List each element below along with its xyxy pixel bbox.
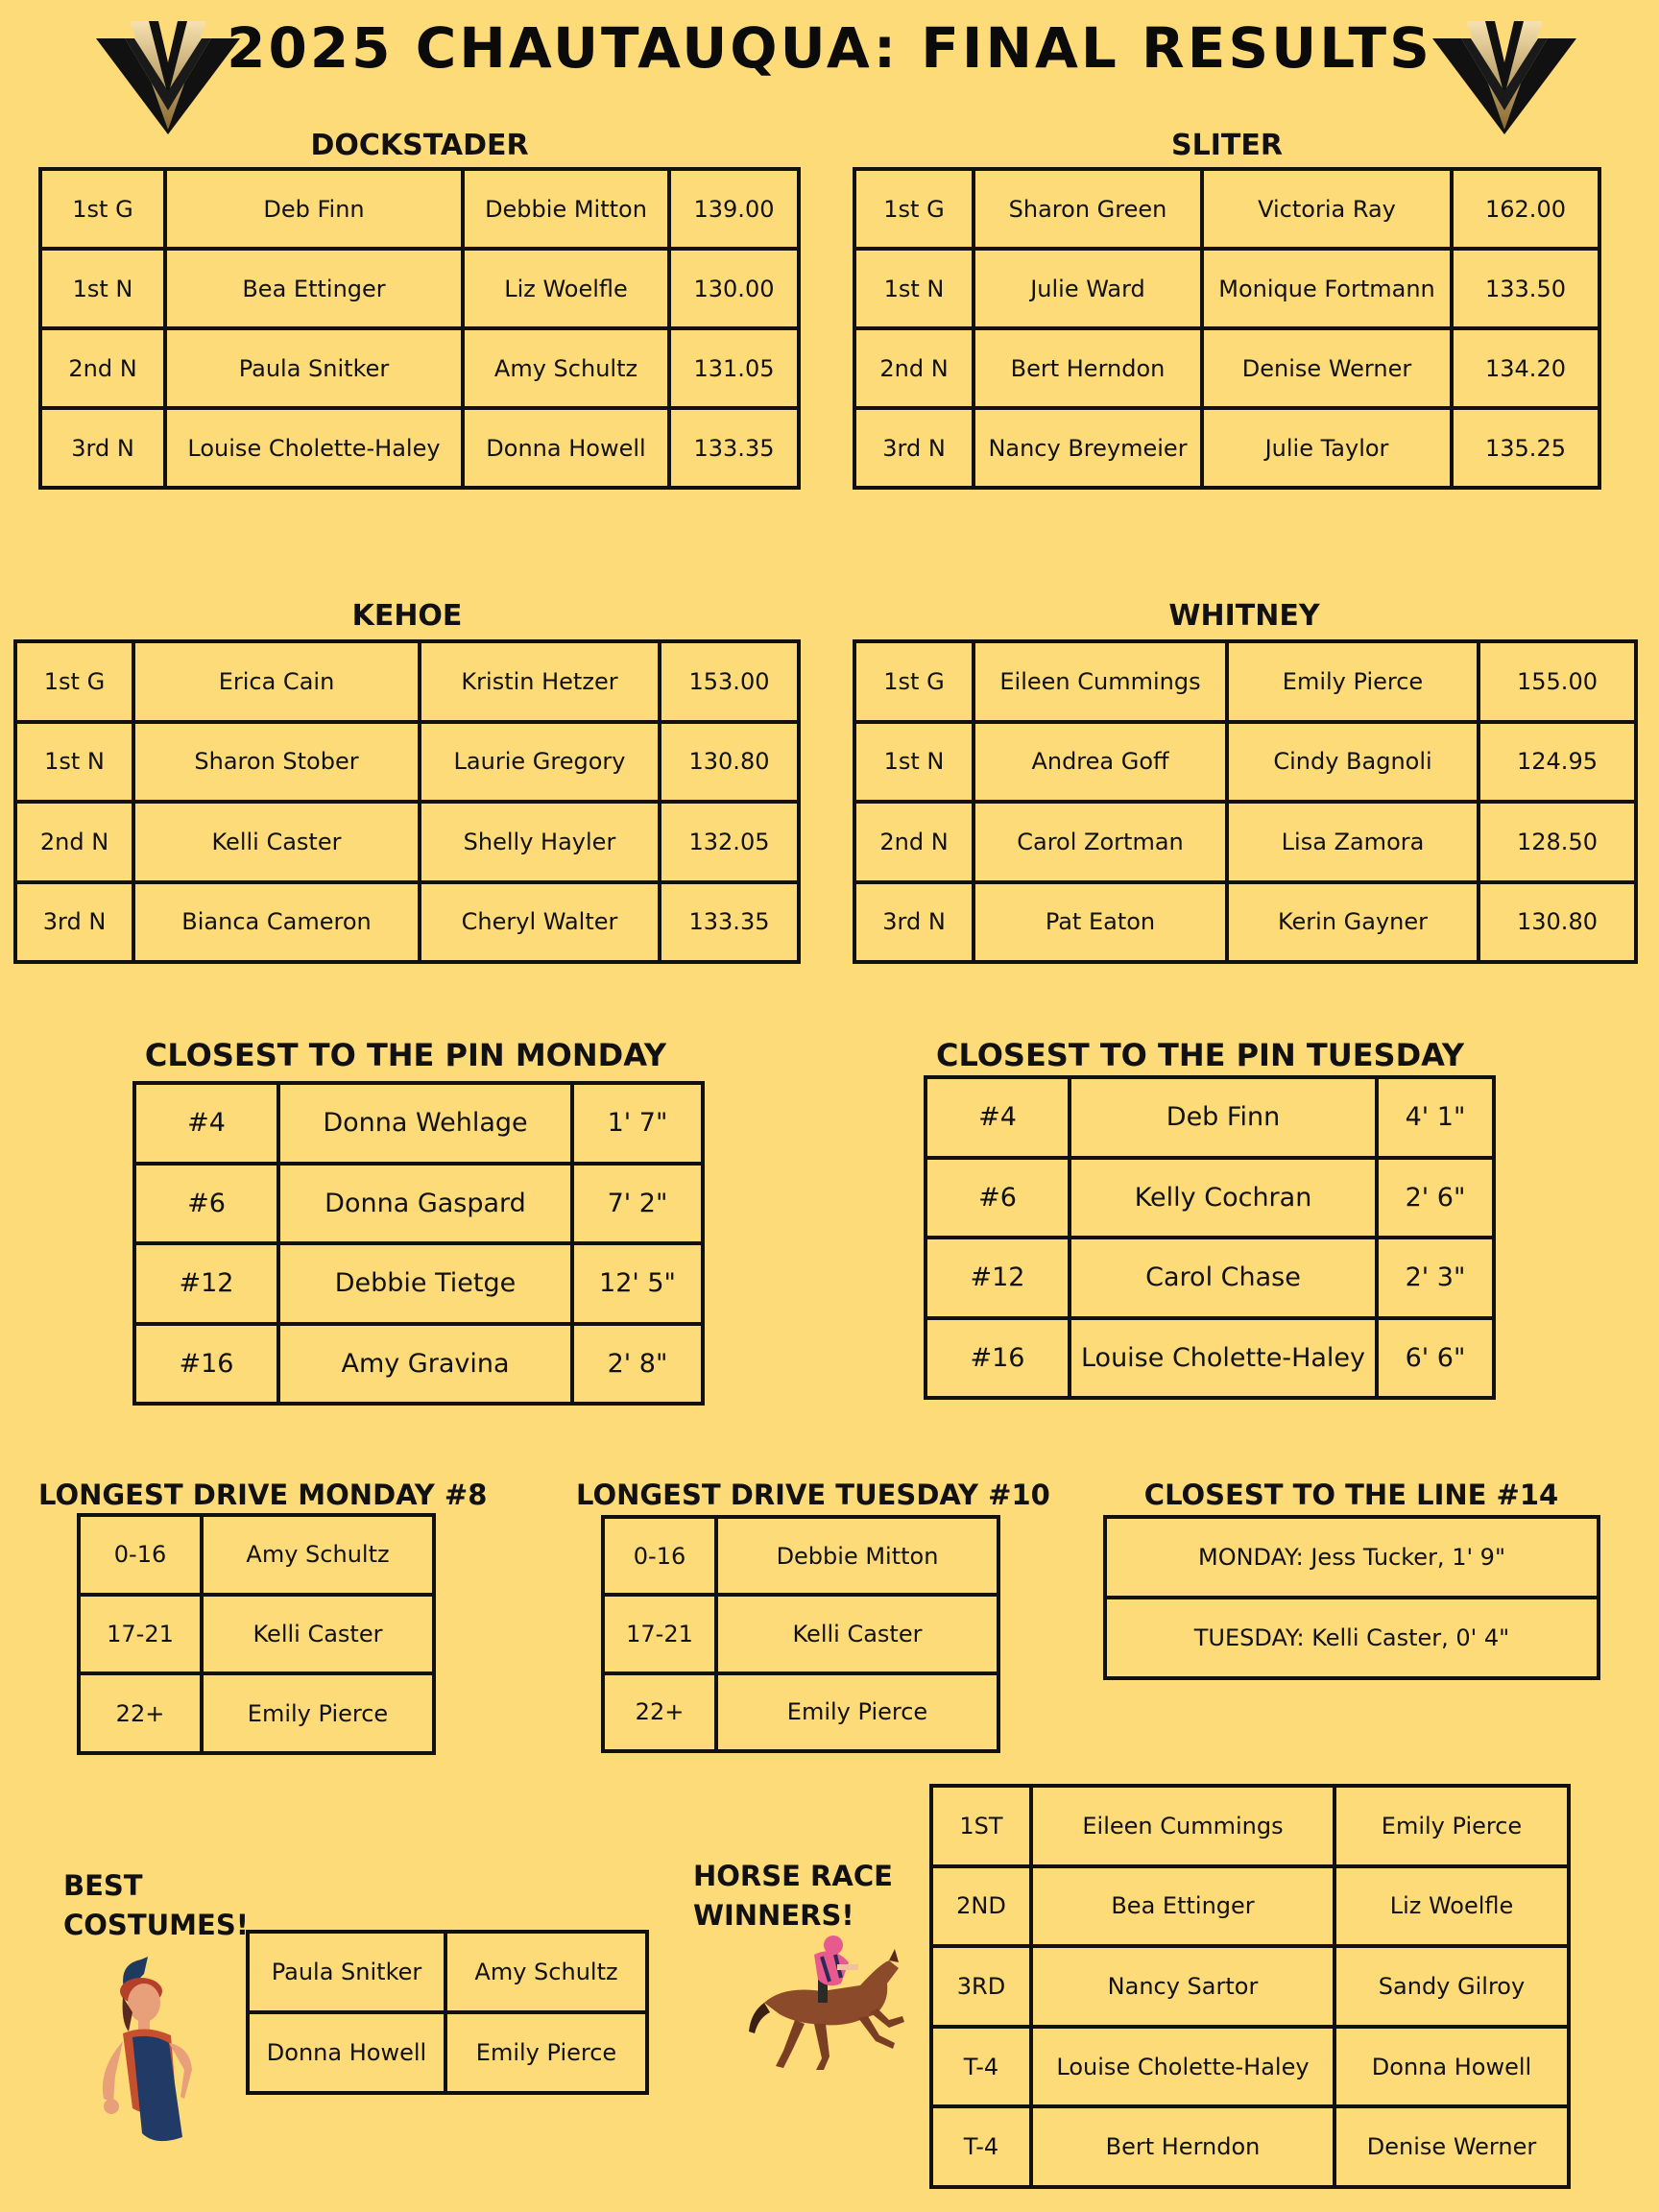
table-row	[15, 641, 799, 722]
table-row	[931, 1946, 1569, 2027]
kehoe-table	[13, 639, 801, 964]
score-cell: 162.00	[1452, 169, 1599, 249]
ctl-title: CLOSEST TO THE LINE #14	[1143, 1479, 1559, 1511]
place-cell: 3rd N	[854, 882, 974, 963]
table-row	[1105, 1598, 1599, 1678]
player-cell: Emily Pierce	[716, 1673, 998, 1751]
age-range-cell: 22+	[79, 1673, 202, 1753]
player-cell: Pat Eaton	[974, 882, 1227, 963]
player-cell: Bea Ettinger	[1031, 1866, 1334, 1947]
racehorse-jockey-icon	[745, 1936, 910, 2072]
score-cell: 155.00	[1479, 641, 1636, 722]
player-cell: Donna Gaspard	[278, 1164, 572, 1244]
score-cell: 133.35	[669, 408, 799, 488]
ctl-tuesday-cell: TUESDAY: Kelli Caster, 0' 4"	[1105, 1598, 1599, 1678]
table-row	[854, 722, 1636, 803]
distance-cell: 6' 6"	[1377, 1318, 1494, 1399]
place-cell: 1st N	[854, 249, 974, 328]
player-cell: Louise Cholette-Haley	[1070, 1318, 1377, 1399]
dockstader-title: DOCKSTADER	[310, 129, 529, 162]
ctp-monday-table	[132, 1081, 705, 1406]
player-cell: Liz Woelfle	[463, 249, 669, 328]
place-cell: T-4	[931, 2106, 1031, 2187]
table-row	[79, 1673, 434, 1753]
player-cell: Denise Werner	[1334, 2106, 1569, 2187]
sliter-title: SLITER	[1171, 129, 1283, 162]
distance-cell: 1' 7"	[572, 1083, 703, 1164]
table-row	[854, 802, 1636, 882]
place-cell: 2nd N	[854, 802, 974, 882]
place-cell: 3rd N	[854, 408, 974, 488]
page-title: 2025 CHAUTAUQUA: FINAL RESULTS	[227, 15, 1432, 81]
place-cell: 1st N	[40, 249, 165, 328]
player-cell: Donna Howell	[463, 408, 669, 488]
player-cell: Shelly Hayler	[420, 802, 660, 882]
kehoe-title: KEHOE	[351, 599, 463, 633]
table-row	[926, 1158, 1494, 1238]
player-cell: Kelly Cochran	[1070, 1158, 1377, 1238]
player-cell: Julie Ward	[974, 249, 1202, 328]
whitney-table	[853, 639, 1638, 964]
hole-cell: #4	[926, 1077, 1070, 1158]
player-cell: Lisa Zamora	[1227, 802, 1479, 882]
dockstader-table	[38, 167, 801, 490]
table-row	[134, 1164, 703, 1244]
age-range-cell: 0-16	[603, 1517, 716, 1595]
hole-cell: #6	[134, 1164, 278, 1244]
score-cell: 130.00	[669, 249, 799, 328]
player-cell: Emily Pierce	[1227, 641, 1479, 722]
score-cell: 124.95	[1479, 722, 1636, 803]
player-cell: Liz Woelfle	[1334, 1866, 1569, 1947]
table-row	[15, 802, 799, 882]
score-cell: 130.80	[1479, 882, 1636, 963]
player-cell: Kerin Gayner	[1227, 882, 1479, 963]
player-cell: Bea Ettinger	[165, 249, 463, 328]
table-row	[926, 1318, 1494, 1399]
score-cell: 135.25	[1452, 408, 1599, 488]
player-cell: Amy Schultz	[463, 328, 669, 408]
player-cell: Denise Werner	[1202, 328, 1452, 408]
place-cell: T-4	[931, 2027, 1031, 2107]
distance-cell: 2' 6"	[1377, 1158, 1494, 1238]
player-cell: Bianca Cameron	[133, 882, 420, 963]
table-row	[926, 1238, 1494, 1318]
player-cell: Deb Finn	[165, 169, 463, 249]
player-cell: Victoria Ray	[1202, 169, 1452, 249]
player-cell: Donna Wehlage	[278, 1083, 572, 1164]
player-cell: Donna Howell	[1334, 2027, 1569, 2107]
player-cell: Deb Finn	[1070, 1077, 1377, 1158]
table-row	[926, 1077, 1494, 1158]
ctp-monday-title: CLOSEST TO THE PIN MONDAY	[144, 1037, 667, 1073]
score-cell: 131.05	[669, 328, 799, 408]
table-row	[248, 2012, 647, 2093]
age-range-cell: 17-21	[79, 1595, 202, 1674]
player-cell: Bert Herndon	[1031, 2106, 1334, 2187]
place-cell: 1st G	[854, 169, 974, 249]
player-cell: Bert Herndon	[974, 328, 1202, 408]
player-cell: Eileen Cummings	[974, 641, 1227, 722]
table-row	[1105, 1517, 1599, 1598]
distance-cell: 2' 8"	[572, 1324, 703, 1405]
hole-cell: #12	[926, 1238, 1070, 1318]
hole-cell: #16	[926, 1318, 1070, 1399]
horse-race-table	[929, 1784, 1571, 2189]
score-cell: 133.50	[1452, 249, 1599, 328]
score-cell: 139.00	[669, 169, 799, 249]
distance-cell: 2' 3"	[1377, 1238, 1494, 1318]
score-cell: 132.05	[660, 802, 799, 882]
table-row	[40, 408, 799, 488]
place-cell: 3RD	[931, 1946, 1031, 2027]
hole-cell: #6	[926, 1158, 1070, 1238]
ld-tuesday-table	[601, 1515, 1000, 1753]
player-cell: Sharon Stober	[133, 722, 420, 803]
score-cell: 133.35	[660, 882, 799, 963]
hole-cell: #4	[134, 1083, 278, 1164]
hole-cell: #12	[134, 1243, 278, 1324]
table-row	[931, 1866, 1569, 1947]
place-cell: 1st G	[15, 641, 133, 722]
player-cell: Paula Snitker	[165, 328, 463, 408]
table-row	[931, 1786, 1569, 1866]
table-row	[603, 1673, 998, 1751]
table-row	[248, 1932, 647, 2012]
place-cell: 1st G	[40, 169, 165, 249]
place-cell: 1ST	[931, 1786, 1031, 1866]
player-cell: Cheryl Walter	[420, 882, 660, 963]
ld-monday-title: LONGEST DRIVE MONDAY #8	[38, 1479, 488, 1511]
place-cell: 3rd N	[40, 408, 165, 488]
ctl-table	[1103, 1515, 1600, 1680]
table-row	[134, 1324, 703, 1405]
table-row	[40, 169, 799, 249]
player-cell: Debbie Mitton	[716, 1517, 998, 1595]
player-cell: Nancy Breymeier	[974, 408, 1202, 488]
age-range-cell: 17-21	[603, 1595, 716, 1672]
winner-cell: Paula Snitker	[248, 1932, 445, 2012]
ctp-tuesday-table	[924, 1075, 1496, 1400]
player-cell: Sandy Gilroy	[1334, 1946, 1569, 2027]
player-cell: Carol Zortman	[974, 802, 1227, 882]
table-row	[603, 1595, 998, 1672]
age-range-cell: 22+	[603, 1673, 716, 1751]
score-cell: 153.00	[660, 641, 799, 722]
player-cell: Julie Taylor	[1202, 408, 1452, 488]
table-row	[40, 328, 799, 408]
table-row	[79, 1595, 434, 1674]
best-costumes-label: BEST COSTUMES!	[63, 1869, 249, 1941]
table-row	[134, 1083, 703, 1164]
winner-cell: Donna Howell	[248, 2012, 445, 2093]
score-cell: 130.80	[660, 722, 799, 803]
player-cell: Kelli Caster	[133, 802, 420, 882]
place-cell: 2nd N	[40, 328, 165, 408]
player-cell: Laurie Gregory	[420, 722, 660, 803]
player-cell: Emily Pierce	[202, 1673, 434, 1753]
ld-monday-table	[77, 1513, 436, 1755]
costumes-table	[246, 1930, 649, 2095]
table-row	[854, 408, 1599, 488]
place-cell: 1st N	[15, 722, 133, 803]
table-row	[931, 2027, 1569, 2107]
place-cell: 2nd N	[854, 328, 974, 408]
table-row	[79, 1515, 434, 1595]
player-cell: Cindy Bagnoli	[1227, 722, 1479, 803]
place-cell: 3rd N	[15, 882, 133, 963]
hole-cell: #16	[134, 1324, 278, 1405]
table-row	[854, 169, 1599, 249]
winner-cell: Amy Schultz	[445, 1932, 647, 2012]
place-cell: 1st N	[854, 722, 974, 803]
player-cell: Debbie Tietge	[278, 1243, 572, 1324]
table-row	[931, 2106, 1569, 2187]
player-cell: Erica Cain	[133, 641, 420, 722]
ld-tuesday-title: LONGEST DRIVE TUESDAY #10	[576, 1479, 1050, 1511]
table-row	[40, 249, 799, 328]
horse-race-label: HORSE RACE WINNERS!	[693, 1860, 893, 1932]
score-cell: 128.50	[1479, 802, 1636, 882]
player-cell: Amy Schultz	[202, 1515, 434, 1595]
table-row	[134, 1243, 703, 1324]
table-row	[603, 1517, 998, 1595]
player-cell: Carol Chase	[1070, 1238, 1377, 1318]
flapper-girl-icon	[88, 1955, 204, 2156]
player-cell: Louise Cholette-Haley	[1031, 2027, 1334, 2107]
player-cell: Kelli Caster	[716, 1595, 998, 1672]
place-cell: 1st G	[854, 641, 974, 722]
distance-cell: 12' 5"	[572, 1243, 703, 1324]
player-cell: Sharon Green	[974, 169, 1202, 249]
sliter-table	[853, 167, 1601, 490]
player-cell: Kelli Caster	[202, 1595, 434, 1674]
place-cell: 2ND	[931, 1866, 1031, 1947]
winner-cell: Emily Pierce	[445, 2012, 647, 2093]
player-cell: Debbie Mitton	[463, 169, 669, 249]
place-cell: 2nd N	[15, 802, 133, 882]
ctl-monday-cell: MONDAY: Jess Tucker, 1' 9"	[1105, 1517, 1599, 1598]
ctp-tuesday-title: CLOSEST TO THE PIN TUESDAY	[935, 1037, 1465, 1073]
table-row	[854, 328, 1599, 408]
table-row	[15, 882, 799, 963]
player-cell: Andrea Goff	[974, 722, 1227, 803]
age-range-cell: 0-16	[79, 1515, 202, 1595]
distance-cell: 4' 1"	[1377, 1077, 1494, 1158]
player-cell: Kristin Hetzer	[420, 641, 660, 722]
score-cell: 134.20	[1452, 328, 1599, 408]
table-row	[854, 249, 1599, 328]
distance-cell: 7' 2"	[572, 1164, 703, 1244]
player-cell: Nancy Sartor	[1031, 1946, 1334, 2027]
player-cell: Amy Gravina	[278, 1324, 572, 1405]
player-cell: Monique Fortmann	[1202, 249, 1452, 328]
player-cell: Emily Pierce	[1334, 1786, 1569, 1866]
table-row	[854, 882, 1636, 963]
whitney-title: WHITNEY	[1168, 599, 1320, 633]
player-cell: Eileen Cummings	[1031, 1786, 1334, 1866]
table-row	[15, 722, 799, 803]
player-cell: Louise Cholette-Haley	[165, 408, 463, 488]
table-row	[854, 641, 1636, 722]
